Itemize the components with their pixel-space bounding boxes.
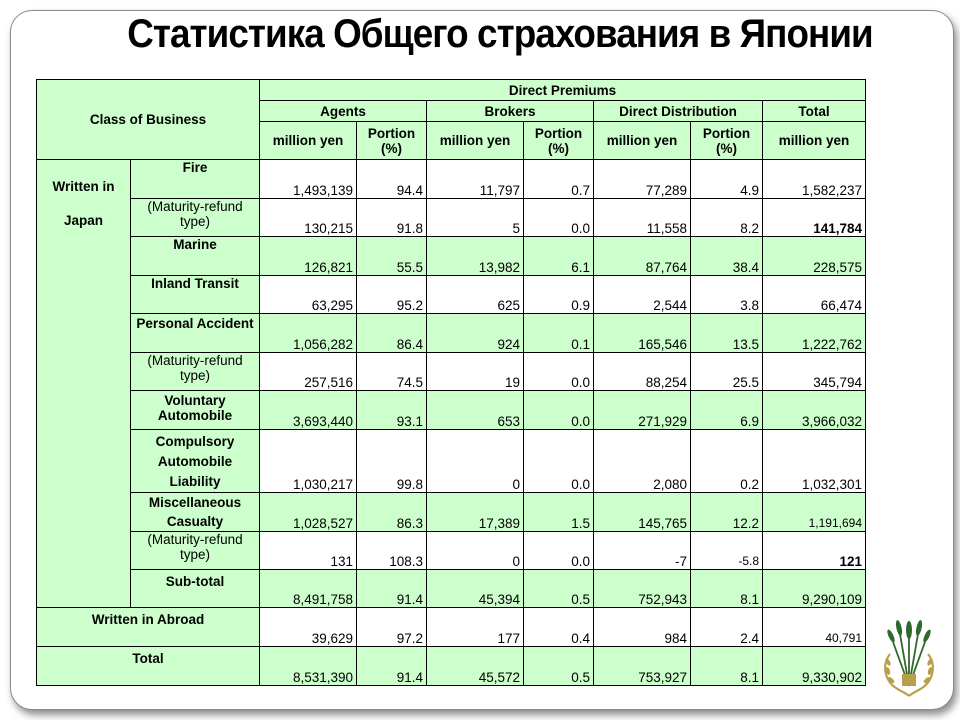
cell: 55.5 [357,237,427,276]
portion-header: Portion (%) [357,122,427,160]
cell: 99.8 [357,430,427,493]
cell: 8.1 [691,647,763,686]
cell: 753,927 [594,647,691,686]
cell: 1,191,694 [763,493,866,532]
cell: 257,516 [260,353,357,391]
cell: 13,982 [427,237,524,276]
cell: -7 [594,532,691,570]
cell: 131 [260,532,357,570]
row-label: (Maturity-refund type) [131,353,260,391]
cell: 625 [427,276,524,314]
cell: 8.1 [691,570,763,608]
cell: 1,028,527 [260,493,357,532]
abroad-row [37,608,866,647]
cell: 752,943 [594,570,691,608]
cell: 0.1 [524,314,594,353]
cell: 228,575 [763,237,866,276]
cell: 345,794 [763,353,866,391]
cell: 91.4 [357,570,427,608]
slide-title: Статистика Общего страхования в Японии [127,12,873,56]
cell: 0.5 [524,570,594,608]
cell: 86.4 [357,314,427,353]
cell: 1,582,237 [763,160,866,199]
cell: 0.2 [691,430,763,493]
cell: 88,254 [594,353,691,391]
portion-header: Portion (%) [691,122,763,160]
table-row [37,353,866,391]
row-label: Fire [131,160,260,199]
row-label: Personal Accident [131,314,260,353]
table-row [37,199,866,237]
cell: 86.3 [357,493,427,532]
cell: 145,765 [594,493,691,532]
cell: 653 [427,391,524,430]
portion-header: Portion (%) [524,122,594,160]
cell: 0.0 [524,532,594,570]
subtotal-row [37,570,866,608]
agents-header: Agents [260,101,427,122]
cell: 9,290,109 [763,570,866,608]
row-label: Inland Transit [131,276,260,314]
premiums-table [36,79,866,686]
brokers-header: Brokers [427,101,594,122]
cell: 0.0 [524,353,594,391]
row-label: (Maturity-refund type) [131,199,260,237]
cell: 0 [427,430,524,493]
cell: 0.4 [524,608,594,647]
cell: 0.0 [524,430,594,493]
cell: 0.7 [524,160,594,199]
cell: 91.8 [357,199,427,237]
cell: 19 [427,353,524,391]
table-row [37,493,866,532]
cell: 141,784 [763,199,866,237]
written-in-japan-label: Written in Japan [37,160,131,608]
cell: 91.4 [357,647,427,686]
cell: 17,389 [427,493,524,532]
table-row [37,160,866,199]
cell: 74.5 [357,353,427,391]
direct-distribution-header: Direct Distribution [594,101,763,122]
cell: 11,558 [594,199,691,237]
cell: 8.2 [691,199,763,237]
cell: 0.0 [524,391,594,430]
cell: 1,493,139 [260,160,357,199]
cell: 93.1 [357,391,427,430]
wheat-emblem-icon [876,616,942,700]
cell: 87,764 [594,237,691,276]
cell: 45,394 [427,570,524,608]
cell: 2.4 [691,608,763,647]
table-row [37,314,866,353]
unit-header: million yen [594,122,691,160]
cell: 0 [427,532,524,570]
table-row [37,430,866,493]
cell: 3,693,440 [260,391,357,430]
row-label: Miscellaneous Casualty [131,493,260,532]
cell: 0.9 [524,276,594,314]
row-label: Compulsory Automobile Liability [131,430,260,493]
cell: 13.5 [691,314,763,353]
row-label: Marine [131,237,260,276]
cell: 77,289 [594,160,691,199]
unit-header: million yen [763,122,866,160]
cell: 1,056,282 [260,314,357,353]
cell: 39,629 [260,608,357,647]
cell: 271,929 [594,391,691,430]
cell: 108.3 [357,532,427,570]
cell: 40,791 [763,608,866,647]
cell: 1.5 [524,493,594,532]
cell: 45,572 [427,647,524,686]
cell: 95.2 [357,276,427,314]
written-in-abroad-label: Written in Abroad [37,608,260,647]
cell: 984 [594,608,691,647]
cell: 924 [427,314,524,353]
cell: 9,330,902 [763,647,866,686]
cell: 121 [763,532,866,570]
cell: 4.9 [691,160,763,199]
row-label: Voluntary Automobile [131,391,260,430]
cell: 1,030,217 [260,430,357,493]
cell: 63,295 [260,276,357,314]
cell: 1,032,301 [763,430,866,493]
total-label: Total [37,647,260,686]
table-row [37,237,866,276]
cell: 6.9 [691,391,763,430]
cell: 94.4 [357,160,427,199]
cell: 126,821 [260,237,357,276]
cell: 97.2 [357,608,427,647]
cell: 177 [427,608,524,647]
cell: 2,080 [594,430,691,493]
total-header: Total [763,101,866,122]
row-label: (Maturity-refund type) [131,532,260,570]
cell: 0.5 [524,647,594,686]
cell: 3,966,032 [763,391,866,430]
cell: 66,474 [763,276,866,314]
cell: 130,215 [260,199,357,237]
cell: 25.5 [691,353,763,391]
table-row [37,391,866,430]
cell: 11,797 [427,160,524,199]
cell: 1,222,762 [763,314,866,353]
cell: 8,531,390 [260,647,357,686]
cell: 3.8 [691,276,763,314]
unit-header: million yen [260,122,357,160]
total-row [37,647,866,686]
row-label: Sub-total [131,570,260,608]
cell: 5 [427,199,524,237]
cell: 12.2 [691,493,763,532]
table-row [37,532,866,570]
cell: 6.1 [524,237,594,276]
cell: 38.4 [691,237,763,276]
table-row [37,276,866,314]
cell: 2,544 [594,276,691,314]
unit-header: million yen [427,122,524,160]
cell: 8,491,758 [260,570,357,608]
cell: 165,546 [594,314,691,353]
cell: 0.0 [524,199,594,237]
cell: -5.8 [691,532,763,570]
class-of-business-header: Class of Business [37,80,260,160]
direct-premiums-header: Direct Premiums [260,80,866,101]
